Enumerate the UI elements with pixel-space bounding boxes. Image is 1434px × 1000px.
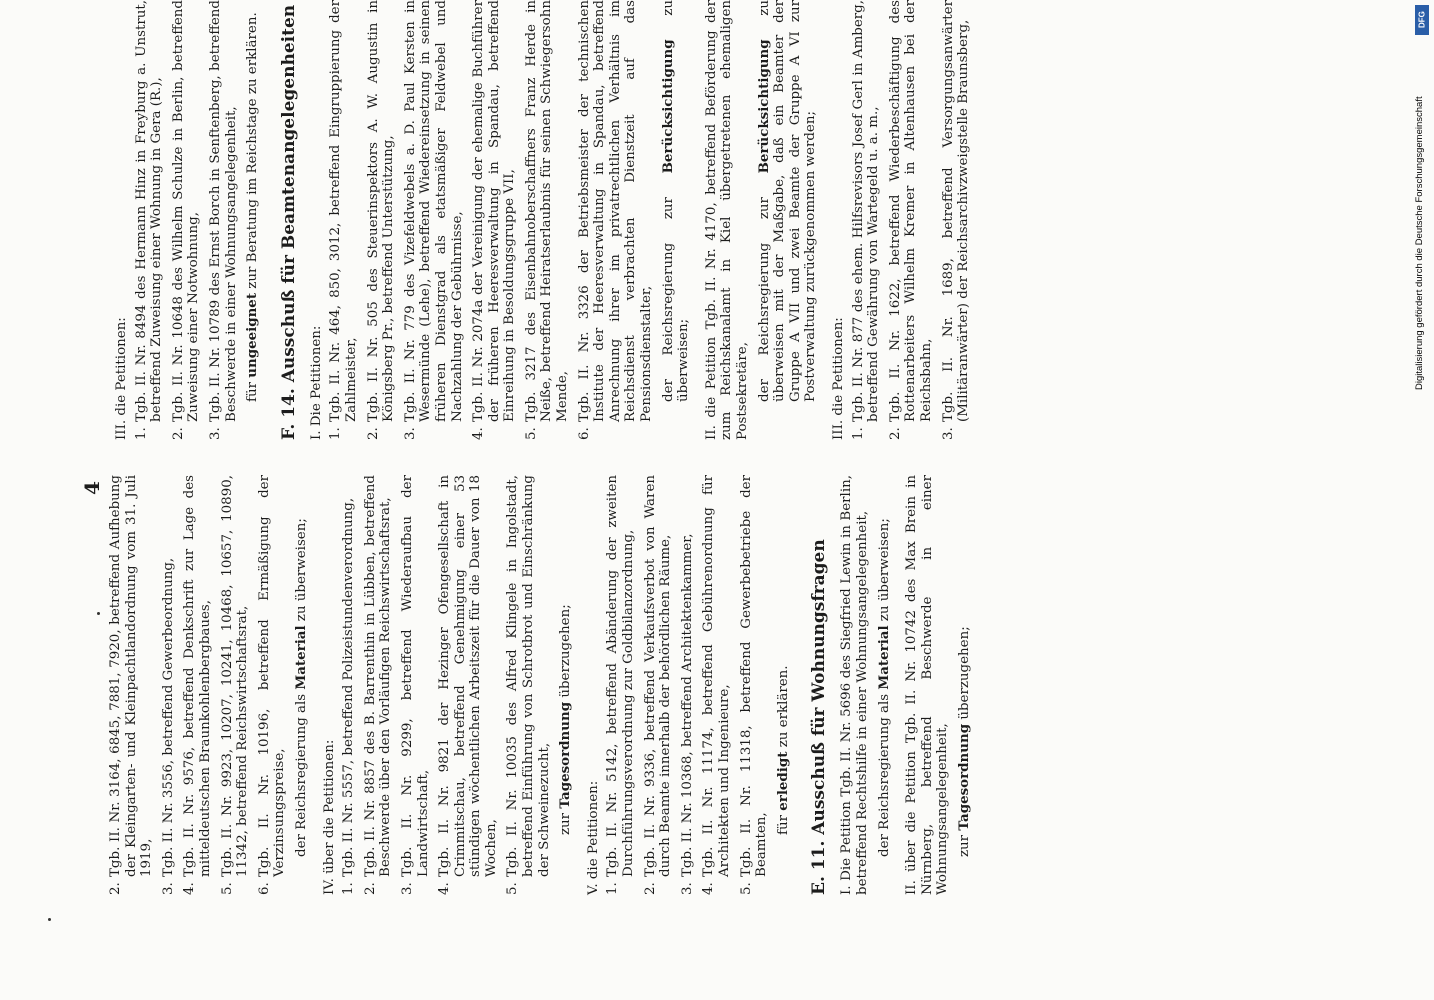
item-number: 2. xyxy=(887,427,903,440)
item-text: Tgb. II. Nr. 10789 des Ernst Borch in Senftenberg, betreffend Beschwerde in einer Wohnungsangelegenheit, xyxy=(207,0,239,422)
item-number: 5. xyxy=(219,882,235,895)
decision-beruecksichtigung-2: der Reichsregierung zur Berücksichtigung zu überweisen mit der Maßgabe, daß ein Beamter der Gruppe A VII und zwei Beamte der Gruppe A VI zur Postverwaltung zurückgenommen werden; xyxy=(755,0,819,402)
item-number: 2. xyxy=(365,427,381,440)
decision-beruecksichtigung-1: der Reichsregierung zur Berücksichtigung zu überweisen; xyxy=(659,0,692,402)
petition-item xyxy=(363,475,394,895)
item-number: 1. xyxy=(605,882,621,895)
print-speck xyxy=(97,612,100,615)
petition-item xyxy=(257,475,288,895)
item-text: Tgb. II. Nr. 8857 des B. Barrenthin in Lübben, betreffend Beschwerde über den Vorläufigen Reichswirtschaftsrat, xyxy=(362,475,394,877)
petition-item xyxy=(941,0,972,440)
digitization-note xyxy=(1409,0,1431,1000)
item-text: Tgb. II. Nr. 2074a der Vereinigung der ehemalige Buchführer der früheren Heeresverwaltung in Spandau, betreffend Einreihung in Besoldungsgruppe VII, xyxy=(471,0,518,422)
petition-item xyxy=(134,0,165,440)
item-text: Tgb. II. Nr. 5557, betreffend Polizeistundenverordnung, xyxy=(341,497,357,877)
item-text: Tgb. II. Nr. 9923, 10207, 10241, 10468, 10657, 10890, 11342, betreffend Reichswirtschaftsrat, xyxy=(219,475,251,877)
petition-item xyxy=(888,0,935,440)
item-text: Tgb. II. Nr. 3164, 6845, 7881, 7920, betreffend Aufhebung der Kleingarten- und Kleinpachtlandordnung vom 31. Juli 1919, xyxy=(108,475,155,877)
item-number: 3. xyxy=(940,427,956,440)
item-text: Tgb. II. Nr. 3326 der Betriebsmeister der technischen Institute der Heeresverwaltung in Spandau, betreffend Anrechnung ihrer im privatrechtlichen Verhältnis im Reichsdienst verbrachten Dienstzeit auf das Pensionsdienstalter, xyxy=(576,0,655,422)
petition-item xyxy=(437,475,499,895)
item-number: 1. xyxy=(133,427,149,440)
petition-item xyxy=(400,475,431,895)
petition-item xyxy=(524,0,571,440)
petition-item xyxy=(643,475,674,895)
decision-erledigt: für erledigt zu erklären. xyxy=(774,665,791,835)
item-number: 2. xyxy=(108,882,123,895)
petition-item xyxy=(577,0,655,440)
petition-ii: II. die Petition Tgb. II. Nr. 4170, betreffend Beförderung der zum Reichskanalamt in Kiel übergetretenen ehemaligen Postsekretäre, xyxy=(703,0,750,440)
item-number: 6. xyxy=(576,427,592,440)
decision-ungeeignet: für ungeeignet zur Beratung im Reichstage zu erklären. xyxy=(244,12,261,402)
petition-e-i: I. Die Petition Tgb. II. Nr. 5696 des Siegfried Lewin in Berlin, betreffend Rechtshilfe in einer Wohnungsangelegenheit, xyxy=(839,475,870,895)
print-speck xyxy=(48,918,51,921)
petition-item xyxy=(171,0,202,440)
petition-item xyxy=(680,475,696,895)
petition-item xyxy=(341,475,357,895)
item-text: Tgb. II. Nr. 8494 des Hermann Hinz in Freyburg a. Unstrut, betreffend Zuweisung einer Wohnung in Gera (R.), xyxy=(133,0,165,422)
right-column xyxy=(108,0,978,440)
item-number: 3. xyxy=(679,882,695,895)
item-number: 2. xyxy=(362,882,378,895)
petition-item xyxy=(505,475,552,895)
petition-item xyxy=(182,475,213,895)
page-number: 4 xyxy=(80,481,104,495)
item-text: Tgb. II. Nr. 9576, betreffend Denkschrift zur Lage des mitteldeutschen Braunkohlenbergbaues, xyxy=(182,475,213,877)
petition-item xyxy=(851,0,882,440)
item-text: Tgb. II. Nr. 1622, betreffend Wiederbeschäftigung des Rottenarbeiters Wilhelm Kremer in Altenhausen bei der Reichsbahn, xyxy=(887,0,934,422)
item-text: Tgb. II. Nr. 10196, betreffend Ermäßigung der Verzinsungspreise, xyxy=(256,475,288,877)
petition-item xyxy=(220,475,251,895)
item-number: 1. xyxy=(850,427,866,440)
item-number: 5. xyxy=(523,427,539,440)
item-number: 4. xyxy=(437,882,453,895)
item-number: 4. xyxy=(182,882,198,895)
item-number: 2. xyxy=(642,882,658,895)
section-iii-heading: III. die Petitionen: xyxy=(114,317,129,440)
petition-item xyxy=(366,0,397,440)
digitization-note-text: Digitalisierung gefördert durch die Deutsche Forschungsgemeinschaft xyxy=(1414,96,1425,390)
item-text: Tgb. II. Nr. 5142, betreffend Abänderung der zweiten Durchführungsverordnung zur Goldbilanzordnung, xyxy=(605,475,637,877)
petition-e-ii: II. über die Petition Tgb. II. Nr. 10742 des Max Brein in Nürnberg, betreffend Beschwerde in einer Wohnungsangelegenheit, xyxy=(904,475,951,895)
decision-e-i: der Reichsregierung als Material zu überweisen; xyxy=(875,518,892,857)
item-text: Tgb. II. Nr. 9336, betreffend Verkaufsverbot von Waren durch Beamte innerhalb der behördlichen Räume, xyxy=(642,475,674,877)
item-number: 3. xyxy=(160,882,176,895)
section-i-heading: I. Die Petitionen: xyxy=(308,325,324,440)
item-text: Tgb. II. Nr. 9299, betreffend Wiederaufbau der Landwirtschaft, xyxy=(399,475,431,877)
item-number: 2. xyxy=(170,427,186,440)
section-iv-heading: IV. über die Petitionen: xyxy=(321,739,337,895)
section-iii2-heading: III. die Petitionen: xyxy=(830,317,846,440)
petition-item xyxy=(605,475,636,895)
item-text: Tgb. II. Nr. 464, 850, 3012, betreffend Eingruppierung der Zahlmeister, xyxy=(328,0,359,422)
item-text: Tgb. II. Nr. 779 des Vizefeldwebels a. D. Paul Kersten in Wesermünde (Lehe), betreffend Wiedereinsetzung in seinen früheren Dienstgrad als etatsmäßiger Feldwebel und Nachzahlung der Gebührnisse, xyxy=(402,0,465,422)
item-number: 5. xyxy=(738,882,754,895)
petition-item xyxy=(701,475,732,895)
item-number: 5. xyxy=(505,882,521,895)
item-text: Tgb. II. Nr. 877 des ehem. Hilfsrevisors Josef Gerl in Amberg, betreffend Gewährung von Wartegeld u. a. m., xyxy=(850,0,882,422)
item-number: 3. xyxy=(207,427,223,440)
item-text: Tgb. II. Nr. 11318, betreffend Gewerbebetriebe der Beamten, xyxy=(738,475,770,877)
item-number: 3. xyxy=(402,427,418,440)
section-e-heading: E. 11. Ausschuß für Wohnungsfragen xyxy=(809,539,830,895)
petition-item xyxy=(208,0,239,440)
petition-item xyxy=(471,0,518,440)
item-text: Tgb. II. Nr. 1689, betreffend Versorgungsanwärter (Militäranwärter) der Reichsarchivzweigstelle Braunsberg, xyxy=(940,0,972,422)
petition-item xyxy=(108,475,155,895)
dfg-logo-icon: DFG xyxy=(1415,5,1429,35)
item-number: 3. xyxy=(399,882,415,895)
item-text: Tgb. II. Nr. 9821 der Hezinger Ofengesellschaft in Crimmitschau, betreffend Genehmigung einer 53 stündigen wöchentlichen Arbeitszeit für die Dauer von 18 Wochen, xyxy=(437,475,499,877)
item-text: Tgb. II. Nr. 11174, betreffend Gebührenordnung für Architekten und Ingenieure, xyxy=(701,475,732,877)
item-number: 1. xyxy=(328,427,344,440)
item-text: Tgb. II. Nr. 505 des Steuerinspektors A. W. Augustin in Königsberg Pr., betreffend Unterstützung, xyxy=(365,0,397,422)
item-text: Tgb. 3217 des Eisenbahnoberschaffners Franz Herde in Neiße, betreffend Heiratserlaubnis für seinen Schwiegersohn Mende, xyxy=(523,0,571,422)
section-f-heading: F. 14. Ausschuß für Beamtenangelegenheiten xyxy=(278,4,299,440)
decision-e-ii: zur Tagesordnung überzugehen; xyxy=(955,626,972,857)
decision-material-1: der Reichsregierung als Material zu überweisen; xyxy=(292,518,309,857)
petition-item xyxy=(739,475,770,895)
petition-item xyxy=(403,0,465,440)
item-text: Tgb. II. Nr. 10648 des Wilhelm Schulze in Berlin, betreffend Zuweisung einer Notwohnung, xyxy=(170,0,202,422)
item-text: Tgb. II. Nr. 10368, betreffend Architektenkammer, xyxy=(679,533,695,877)
item-text: Tgb. II. Nr. 10035 des Alfred Klingele in Ingolstadt, betreffend Einführung von Schrotbrot und Einschränkung der Schweinezucht, xyxy=(505,475,552,877)
decision-tagesordnung-1: zur Tagesordnung überzugehen; xyxy=(557,604,574,835)
item-number: 4. xyxy=(701,882,717,895)
left-column xyxy=(108,475,985,895)
item-number: 6. xyxy=(256,882,272,895)
item-text: Tgb. II. Nr. 3556, betreffend Gewerbeordnung, xyxy=(160,557,176,877)
item-number: 1. xyxy=(341,882,357,895)
item-number: 4. xyxy=(471,427,487,440)
section-v-heading: V. die Petitionen: xyxy=(585,780,601,895)
petition-item xyxy=(328,0,359,440)
petition-item xyxy=(161,475,177,895)
